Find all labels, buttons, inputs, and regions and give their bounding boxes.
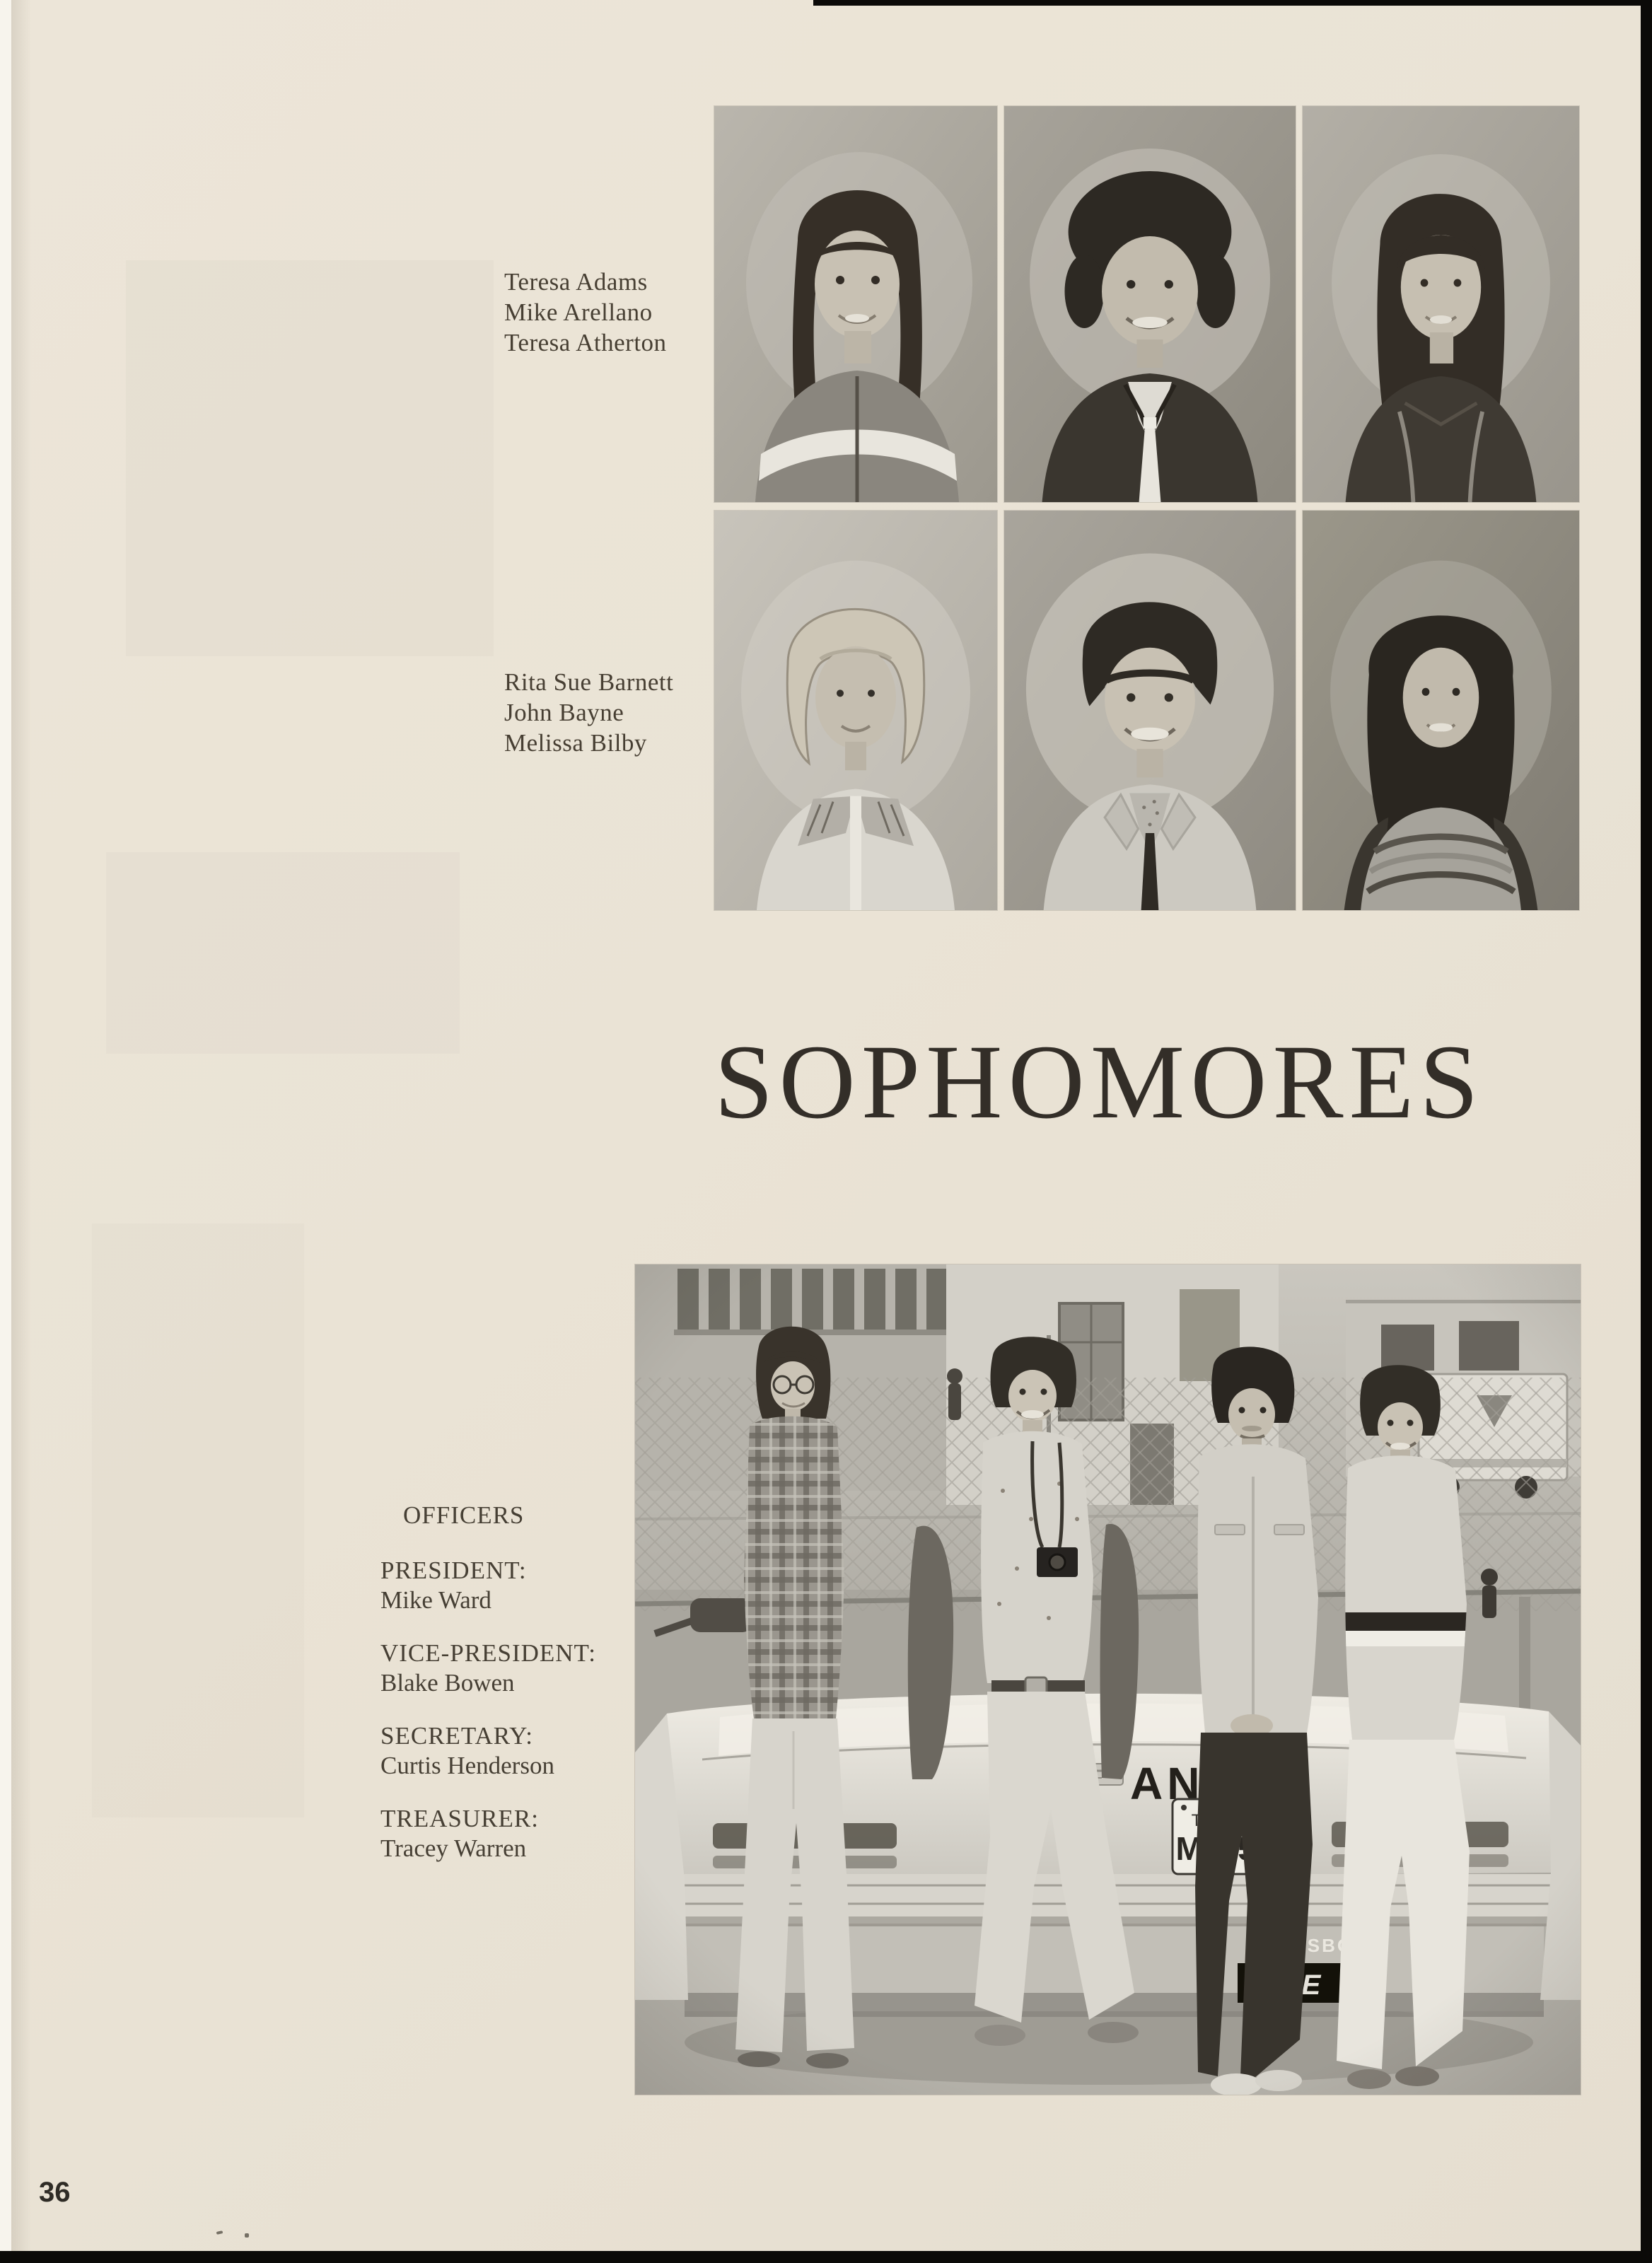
portrait-illustration (1004, 511, 1296, 910)
officer-entry (380, 1639, 596, 1698)
bleed-through-ghost (92, 1223, 304, 1817)
scan-edge-left (0, 0, 11, 2263)
student-name: Melissa Bilby (504, 729, 647, 757)
scan-edge-right (1641, 0, 1652, 2263)
portrait-illustration (714, 511, 997, 910)
bleed-through-ghost (126, 260, 494, 656)
student-names-row-2 (504, 667, 673, 758)
officer-name: Curtis Henderson (380, 1752, 554, 1779)
class-title: SOPHOMORES (714, 1023, 1484, 1141)
officer-name: Mike Ward (380, 1586, 491, 1614)
officers-list (380, 1501, 596, 1863)
scan-shadow-left (11, 0, 31, 2263)
portrait-photo-row2-2 (1004, 511, 1296, 910)
dust-speck (216, 2230, 223, 2235)
portrait-illustration (714, 106, 997, 502)
officer-title: VICE-PRESIDENT: (380, 1639, 596, 1667)
officer-title: SECRETARY: (380, 1722, 533, 1750)
portrait-photo-row2-1 (714, 511, 997, 910)
student-name: Rita Sue Barnett (504, 668, 674, 696)
officers-group-photo (635, 1264, 1581, 2095)
student-names-row-1 (504, 267, 667, 358)
portrait-photo-row1-2 (1004, 106, 1296, 502)
officers-heading: OFFICERS (403, 1501, 525, 1529)
officer-name: Blake Bowen (380, 1669, 515, 1697)
student-name: Teresa Atherton (504, 329, 667, 356)
bleed-through-ghost (106, 852, 460, 1054)
portrait-photo-row1-1 (714, 106, 997, 502)
portrait-illustration (1303, 106, 1579, 502)
officer-name: Tracey Warren (380, 1834, 527, 1862)
portrait-photo-row2-3 (1303, 511, 1579, 910)
portrait-illustration (1303, 511, 1579, 910)
portrait-photo-row1-3 (1303, 106, 1579, 502)
officer-title: PRESIDENT: (380, 1557, 527, 1584)
student-name: Teresa Adams (504, 268, 648, 296)
portrait-illustration (1004, 106, 1296, 502)
student-name: Mike Arellano (504, 298, 653, 326)
scan-edge-bottom (0, 2251, 1652, 2263)
student-name: John Bayne (504, 699, 624, 726)
officer-entry (380, 1721, 596, 1781)
page-number: 36 (39, 2177, 71, 2208)
dust-speck (245, 2233, 249, 2238)
officer-title: TREASURER: (380, 1805, 539, 1832)
officer-entry (380, 1804, 596, 1863)
officer-entry (380, 1556, 596, 1615)
scan-edge-top (813, 0, 1652, 6)
group-photo-illustration (635, 1264, 1581, 2095)
